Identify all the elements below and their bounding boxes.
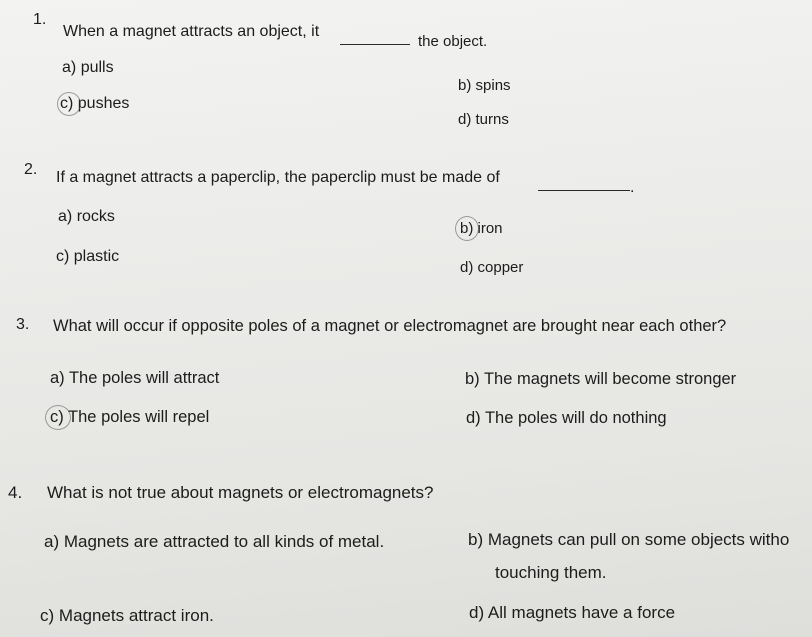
answer-circle-mark (57, 92, 81, 116)
question-4-number: 4. (8, 483, 23, 502)
question-1-option-a: a) pulls (62, 59, 114, 76)
question-3-stem: What will occur if opposite poles of a magnet or electromagnet are brought near each other? (53, 317, 727, 335)
question-3-number: 3. (16, 316, 30, 333)
question-1-stem-before: When a magnet attracts an object, it (63, 23, 320, 40)
question-2-blank (538, 190, 630, 191)
question-3-option-a: a) The poles will attract (50, 369, 220, 387)
question-2-stem-after: . (630, 179, 635, 196)
question-2-option-d: d) copper (460, 259, 524, 276)
answer-circle-mark (455, 216, 479, 241)
question-1-number: 1. (33, 11, 47, 28)
question-2-option-c: c) plastic (56, 248, 120, 265)
question-3-option-b: b) The magnets will become stronger (465, 370, 737, 388)
question-4-option-a: a) Magnets are attracted to all kinds of metal. (44, 532, 385, 551)
question-3-option-c: c) The poles will repel (50, 408, 210, 426)
question-1-stem (63, 24, 319, 40)
question-1-option-d: d) turns (458, 111, 509, 128)
question-2-option-a: a) rocks (58, 208, 115, 225)
question-2-option-b: b) iron (460, 220, 503, 237)
question-1-option-c: c) pushes (60, 95, 130, 112)
question-4-stem: What is not true about magnets or electromagnets? (47, 483, 434, 502)
question-2-stem (56, 170, 500, 186)
question-2-stem-before: If a magnet attracts a paperclip, the paperclip must be made of (56, 169, 500, 186)
question-4-option-b: b) Magnets can pull on some objects witho (468, 530, 790, 549)
question-1-option-b: b) spins (458, 77, 511, 94)
question-4-option-d: d) All magnets have a force (469, 603, 676, 622)
question-1-stem-after: the object. (418, 33, 488, 50)
question-4-option-c: c) Magnets attract iron. (40, 606, 214, 625)
question-2-number: 2. (24, 161, 38, 178)
question-1-blank (340, 44, 410, 45)
answer-circle-mark (45, 405, 71, 430)
question-3-option-d: d) The poles will do nothing (466, 409, 667, 427)
question-4-option-b-line2: touching them. (495, 563, 607, 582)
